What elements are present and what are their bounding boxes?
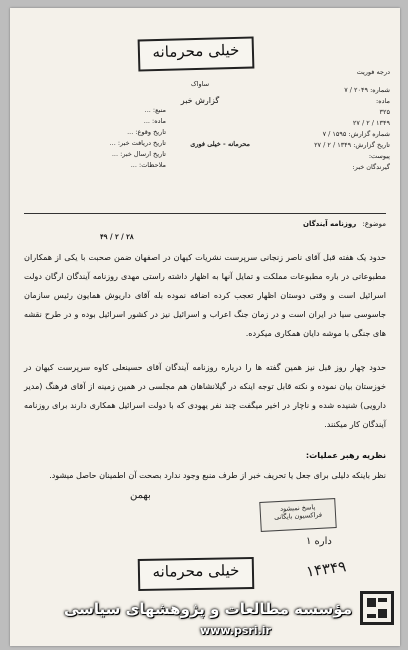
right-header-line-3: ۱۳۴۹ / ۲ / ۲۷ [352,119,390,127]
paragraph-1: حدود یک هفته قبل آقای ناصر زنجانی سرپرست نشریات کیهان در اصفهان ضمن صحبت با یکی از همکاران مطبوعاتی در باره مطبوعات مملکت و تمایل آنها به اظهار داشته راستی مهدی روزنامه آیندگان ارگان دولت اسرائیل است و وقتی دوستان اظهار تعجب کرده اضافه نموده بله آقای داریوش همایون رئیس سازمان جاسوسی سیا در ایران است و در زمان جنگ اعراب و اسرائیل نیز در کشور اسرائیل بوده و در طرح نقشه های جنگی با موشه دایان همکاری میکرده. [24,252,386,338]
right-header-line-0: شماره: ۲۰۴۹ / ۷ [344,86,390,94]
left-header [26,106,166,169]
archive-stamp [259,498,336,532]
publisher-watermark [10,596,400,646]
classification-stamp-top [138,36,255,71]
left-header-line-0: منبع: ... [144,106,166,114]
right-header-line-5: تاریخ گزارش: ۱۳۴۹ / ۲ / ۲۷ [314,141,390,149]
stamp-bottom-text: خیلی محرمانه [152,561,240,581]
left-header-line-3: تاریخ دریافت خبر: ... [109,139,166,147]
left-header-line-1: ماده: ... [143,117,166,125]
left-header-line-4: تاریخ ارسال خبر: ... [111,150,166,158]
paragraph-2: حدود چهار روز قبل نیز همین گفته ها را درباره روزنامه آیندگان آقای حسینعلی کاوه سرپرست کیهان در خوزستان بیان نموده و نکته قابل توجه اینکه در گیلانشاهان هم مجلسی در همین زمینه از آقای فرهنگ (مدیر دارویی) شنیده شده و ناچار در اخیر میگفت چند نفر یهودی که با دولت اسرائیل همکاری دارند برای روزنامه آیندگان کار میکنند. [24,362,386,429]
left-header-handwritten: محرمانه - خیلی فوری [190,140,250,148]
classification-stamp-bottom [138,557,255,591]
report-title: گزارش خبر [180,96,220,105]
archive-stamp-line2: فراکسیون بایگانی [273,510,323,522]
stamp-top-text: خیلی محرمانه [152,40,240,62]
archive-number: ۱۴۳۴۹ [304,557,348,581]
institute-logo [360,591,394,625]
right-header-line-7: گیرندگان خبر: [352,163,390,171]
left-header-line-5: ملاحظات: ... [130,161,166,169]
header-divider [24,213,386,214]
right-header-line-6: پیوست: [368,152,390,160]
urgency-label: درجه فوریت [356,68,390,76]
left-header-line-2: تاریخ وقوع: ... [127,128,166,136]
subject-line [303,220,386,228]
right-header-line-1: ماده: [376,97,390,105]
signature: بهمن [130,490,151,501]
subject-ref: ۲۸ / ۲ / ۴۹ [100,232,134,241]
archive-stamp-line1: پاسخ نمیشود [279,503,316,513]
document-page [10,8,400,646]
watermark-url: www.psri.ir [200,624,271,637]
header-center [150,80,250,105]
handwritten-note: داره ۱ [306,536,332,547]
evaluation-text: نظر باینکه دلیلی برای جعل یا تحریف خبر از طرف منبع وجود ندارد بصحت آن اطمینان حاصل میشود. [49,470,386,480]
header-subtitle: ساواک [190,80,210,88]
subject-value: روزنامه آیندگان [303,220,357,228]
watermark-title: مؤسسه مطالعات و پژوهشهای سیاسی [63,600,352,618]
right-header-line-4: شماره گزارش: ۱۵۹۵ / ۷ [322,130,390,138]
evaluation-label: نظریه رهبر عملیات: [305,450,386,460]
right-header-line-2: ۳۲۵ [379,108,390,116]
subject-label: موضوع: [362,220,386,228]
logo-icon [360,591,394,625]
right-header [260,68,390,171]
